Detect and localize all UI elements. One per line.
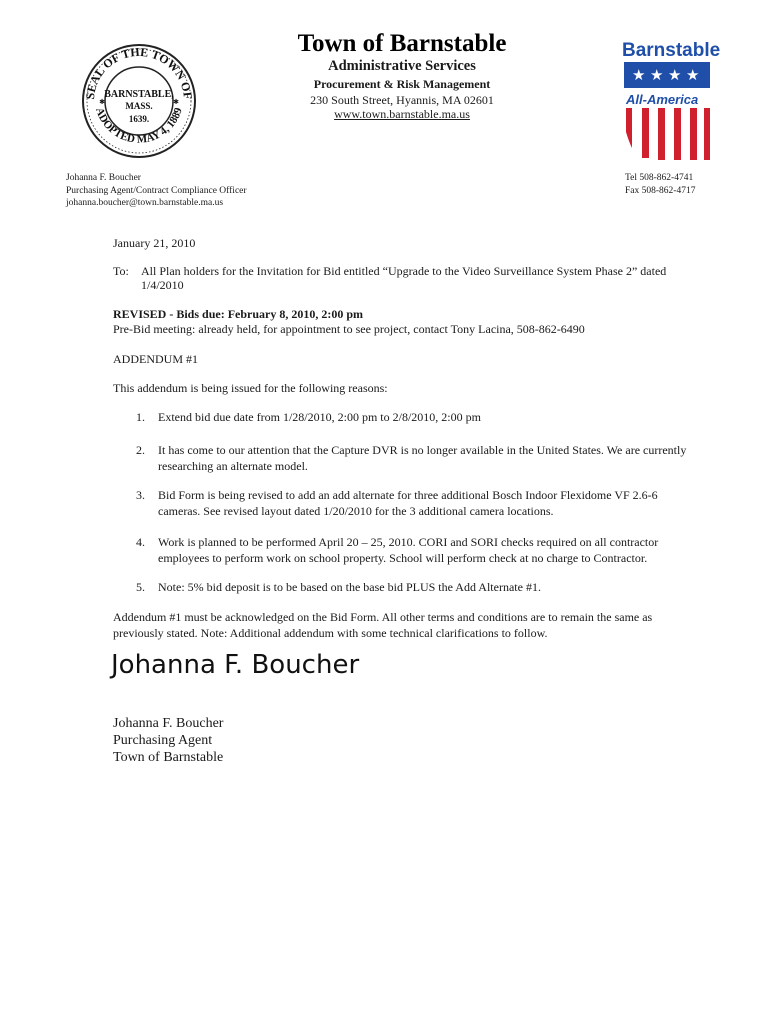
list-item-text: It has come to our attention that the Capture DVR is no longer available in the United States. We are currently researching an alternate model. <box>158 443 687 473</box>
svg-text:★: ★ <box>650 68 664 84</box>
svg-text:★: ★ <box>668 68 682 84</box>
signer-name: Johanna F. Boucher <box>113 716 224 731</box>
svg-text:★: ★ <box>686 68 700 84</box>
all-america-city-logo <box>620 40 721 162</box>
list-item-number: 1. <box>136 410 145 424</box>
svg-text:✱: ✱ <box>99 98 105 106</box>
list-item-number: 4. <box>136 535 145 549</box>
svg-text:✱: ✱ <box>173 98 179 106</box>
sender-title: Purchasing Agent/Contract Compliance Officer <box>66 185 247 196</box>
sub-department-name: Procurement & Risk Management <box>313 77 491 91</box>
to-label: To: <box>113 264 129 278</box>
town-seal-logo <box>80 42 198 160</box>
revised-bid-due: REVISED - Bids due: February 8, 2010, 2:00 pm <box>113 307 364 321</box>
svg-text:BARNSTABLE,: BARNSTABLE, <box>104 89 174 100</box>
list-item-text: Bid Form is being revised to add an add alternate for three additional Bosch Indoor Flexidome VF 2.6-6 cameras. See revised layout dated 1/20/2010 for the 3 additional camera locations. <box>158 488 658 518</box>
list-item-number: 2. <box>136 443 145 457</box>
svg-text:MASS.: MASS. <box>125 101 153 111</box>
svg-text:★: ★ <box>632 68 646 84</box>
list-item-text: Extend bid due date from 1/28/2010, 2:00 pm to 2/8/2010, 2:00 pm <box>158 410 481 424</box>
logo-text-bottom: All-America <box>626 92 699 107</box>
department-name: Administrative Services <box>328 58 476 74</box>
website-link[interactable]: www.town.barnstable.ma.us <box>334 107 470 121</box>
sender-contact <box>66 172 247 210</box>
logo-text-top: Barnstable <box>622 40 721 61</box>
phone-fax <box>625 172 695 197</box>
addendum-number: ADDENDUM #1 <box>113 352 198 366</box>
list-item-number: 5. <box>136 580 145 594</box>
town-title: Town of Barnstable <box>297 30 507 57</box>
list-item-number: 3. <box>136 488 145 502</box>
list-item-text: Work is planned to be performed April 20 – 25, 2010. CORI and SORI checks required on all contractor employees to perform work on school property. School will perform check at no charge to Contractor. <box>158 535 659 565</box>
svg-text:ADOPTED MAY 4, 1889: ADOPTED MAY 4, 1889 <box>93 106 185 146</box>
recipient-text: All Plan holders for the Invitation for Bid entitled “Upgrade to the Video Surveillance System Phase 2” dated 1/4/2010 <box>141 264 667 292</box>
svg-text:1639.: 1639. <box>128 114 150 124</box>
svg-text:SEAL OF THE TOWN OF: SEAL OF THE TOWN OF <box>82 44 196 101</box>
signer-organization: Town of Barnstable <box>113 750 224 765</box>
sender-name: Johanna F. Boucher <box>66 173 141 183</box>
telephone: Tel 508-862-4741 <box>625 173 694 183</box>
sender-email[interactable]: johanna.boucher@town.barnstable.ma.us <box>66 198 224 208</box>
closing-paragraph: Addendum #1 must be acknowledged on the Bid Form. All other terms and conditions are to remain the same as previously stated. Note: Additional addendum with some technical clarifications to follow. <box>113 610 653 640</box>
fax: Fax 508-862-4717 <box>625 185 696 196</box>
signature: Johanna F. Boucher <box>111 650 360 680</box>
address: 230 South Street, Hyannis, MA 02601 <box>310 93 494 107</box>
addendum-intro: This addendum is being issued for the following reasons: <box>113 381 388 395</box>
prebid-meeting: Pre-Bid meeting: already held, for appointment to see project, contact Tony Lacina, 508-862-6490 <box>113 322 585 336</box>
letter-date: January 21, 2010 <box>113 236 196 250</box>
flag-shield-icon <box>620 62 710 162</box>
list-item-text: Note: 5% bid deposit is to be based on the base bid PLUS the Add Alternate #1. <box>158 580 541 594</box>
signer-title: Purchasing Agent <box>113 733 213 748</box>
